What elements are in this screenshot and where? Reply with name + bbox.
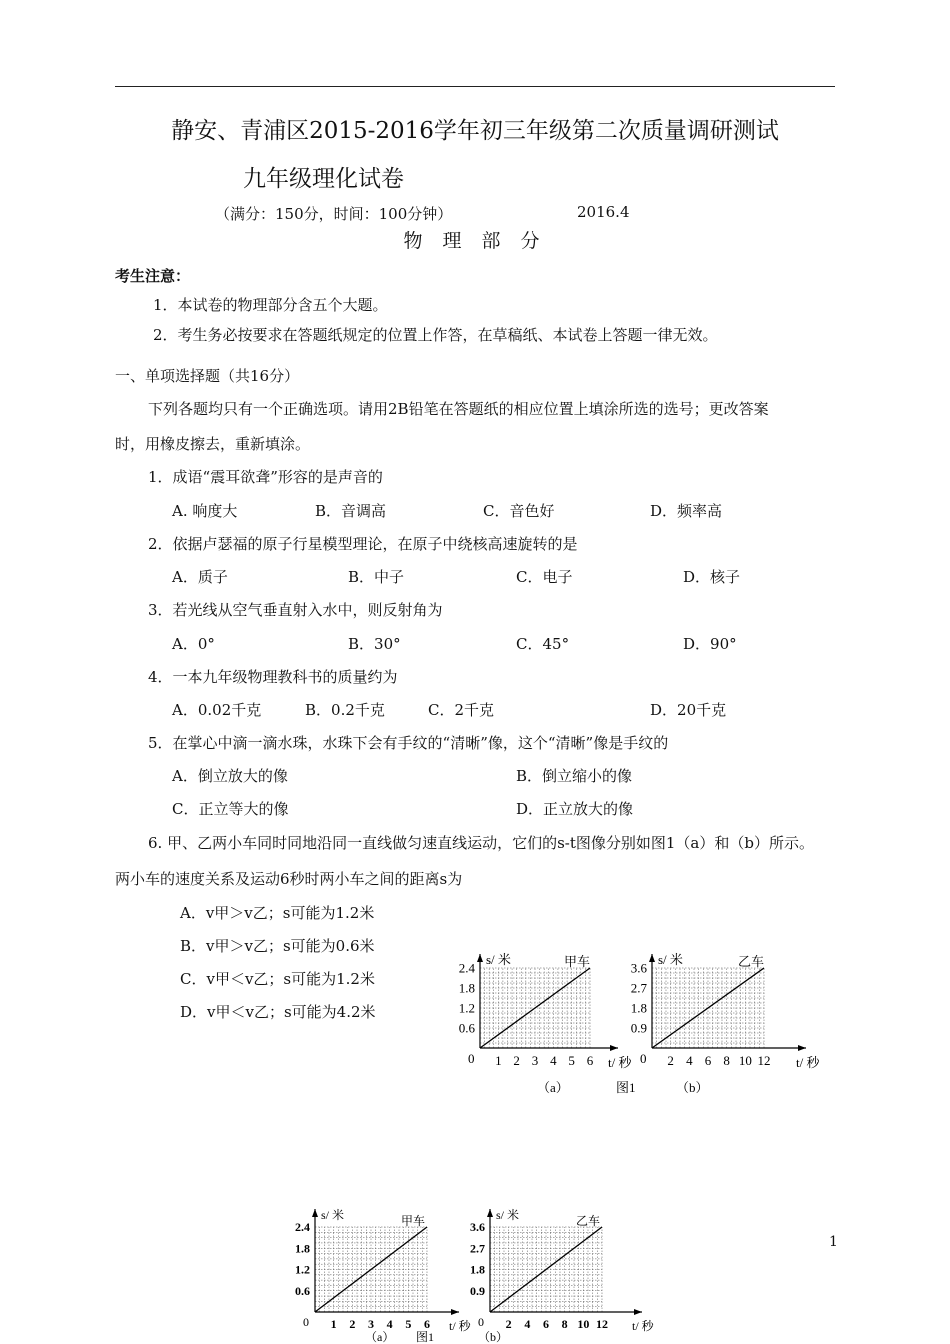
y-tick-label: 2.7 [470, 1241, 485, 1256]
question-stem: 5．在掌心中滴一滴水珠，水珠下会有手纹的“清晰”像，这个“清晰”像是手纹的 [148, 734, 669, 752]
x-axis-arrow [451, 1309, 459, 1315]
figure-1-duplicate [280, 1186, 680, 1344]
series-label: 甲车 [401, 1214, 426, 1228]
y-axis-arrow [487, 1209, 493, 1217]
y-tick-label: 1.8 [470, 1262, 485, 1277]
chart-panel-b [470, 1207, 655, 1333]
question-stem: 3．若光线从空气垂直射入水中，则反射角为 [148, 601, 443, 619]
x-axis-label: t/ 秒 [449, 1319, 471, 1333]
option: D．频率高 [650, 502, 723, 520]
x-tick-label: 10 [577, 1317, 590, 1331]
chart-panel-b [631, 952, 821, 1070]
x-tick-label: 5 [568, 1053, 575, 1068]
exam-date: 2016.4 [577, 203, 630, 221]
exam-title: 静安、青浦区2015-2016学年初三年级第二次质量调研测试 [171, 118, 779, 144]
x-tick-label: 3 [531, 1053, 539, 1068]
x-tick-label: 2 [349, 1317, 356, 1331]
option: D．90° [683, 635, 737, 653]
chart-panel-a [459, 952, 633, 1070]
y-axis-arrow [649, 954, 655, 962]
option: C．2千克 [428, 701, 495, 719]
option: B．倒立缩小的像 [516, 767, 633, 785]
y-tick-label: 2.4 [458, 960, 475, 976]
x-tick-label: 8 [723, 1053, 730, 1068]
series-label: 乙车 [738, 954, 765, 969]
option: A．质子 [172, 568, 228, 586]
y-tick-label: 1.2 [295, 1262, 310, 1277]
figure-caption: 图1 [616, 1080, 636, 1095]
panel-a-label: （a） [365, 1330, 395, 1344]
part1-heading: 一、单项选择题（共16分） [115, 367, 300, 385]
option: B．v甲＞v乙；s可能为0.6米 [180, 937, 375, 955]
page-number: 1 [829, 1234, 838, 1250]
notice-item: 1．本试卷的物理部分含五个大题。 [153, 296, 388, 314]
option: D．20千克 [650, 701, 727, 719]
y-axis-label: s/ 米 [486, 952, 511, 967]
series-label: 乙车 [576, 1214, 601, 1228]
option: D．核子 [683, 568, 741, 586]
x-axis-label: t/ 秒 [608, 1055, 632, 1070]
x-tick-label: 6 [586, 1053, 594, 1068]
option: C．电子 [516, 568, 573, 586]
x-tick-label: 6 [704, 1053, 712, 1068]
y-axis-label: s/ 米 [321, 1208, 345, 1222]
part1-instruction: 时，用橡皮擦去，重新填涂。 [115, 435, 311, 453]
option: A. 响度大 [172, 502, 238, 520]
x-tick-label: 2 [513, 1053, 520, 1068]
y-tick-label: 1.8 [295, 1241, 310, 1256]
panel-b-label: （b） [676, 1080, 709, 1095]
x-tick-label: 6 [543, 1317, 549, 1331]
notice-item: 2．考生务必按要求在答题纸规定的位置上作答，在草稿纸、本试卷上答题一律无效。 [153, 326, 718, 344]
option: D．v甲＜v乙；s可能为4.2米 [180, 1003, 376, 1021]
question-stem: 1．成语“震耳欲聋”形容的是声音的 [148, 468, 383, 486]
panel-b-label: （b） [478, 1330, 509, 1344]
question-stem: 4．一本九年级物理教科书的质量约为 [148, 668, 398, 686]
option: C．v甲＜v乙；s可能为1.2米 [180, 970, 375, 988]
x-tick-label: 12 [757, 1053, 771, 1068]
option: C．音色好 [483, 502, 555, 520]
y-tick-label: 2.4 [295, 1220, 310, 1234]
x-axis-label: t/ 秒 [632, 1319, 654, 1333]
x-tick-label: 2 [667, 1053, 674, 1068]
exam-subtitle: 九年级理化试卷 [243, 166, 404, 192]
x-axis-arrow [634, 1309, 642, 1315]
x-tick-label: 12 [596, 1317, 608, 1331]
y-axis-arrow [312, 1209, 318, 1217]
x-tick-label: 6 [424, 1317, 430, 1331]
x-tick-label: 4 [524, 1317, 531, 1331]
y-tick-label: 1.8 [458, 980, 475, 996]
x-tick-label: 3 [368, 1317, 374, 1331]
x-tick-label: 4 [686, 1053, 693, 1068]
question-stem: 两小车的速度关系及运动6秒时两小车之间的距离s为 [115, 870, 463, 888]
part1-instruction: 下列各题均只有一个正确选项。请用2B铅笔在答题纸的相应位置上填涂所选的选号；更改答案 [148, 400, 769, 418]
y-tick-label: 1.2 [458, 1000, 475, 1016]
origin-label: 0 [303, 1315, 309, 1329]
option: A．0° [172, 635, 215, 653]
option: B．音调高 [315, 502, 387, 520]
chart-panel-a [295, 1207, 472, 1333]
option: B．中子 [348, 568, 405, 586]
origin-label: 0 [640, 1051, 647, 1066]
question-stem: 2．依据卢瑟福的原子行星模型理论，在原子中绕核高速旋转的是 [148, 535, 578, 553]
x-tick-label: 5 [405, 1317, 412, 1331]
x-tick-label: 8 [561, 1317, 568, 1331]
notice-heading: 考生注意： [115, 267, 191, 285]
option: C．正立等大的像 [172, 800, 289, 818]
y-axis-label: s/ 米 [496, 1208, 520, 1222]
origin-label: 0 [468, 1051, 475, 1066]
figure-caption: 图1 [416, 1330, 435, 1344]
origin-label: 0 [478, 1315, 484, 1329]
x-tick-label: 4 [550, 1053, 557, 1068]
y-tick-label: 0.6 [295, 1283, 310, 1298]
y-tick-label: 0.6 [458, 1020, 475, 1036]
header-rule [115, 86, 835, 87]
exam-meta: （满分：150分，时间：100分钟） [215, 205, 453, 223]
option: A．0.02千克 [172, 701, 262, 719]
option: C．45° [516, 635, 570, 653]
x-tick-label: 1 [330, 1317, 337, 1331]
x-tick-label: 2 [505, 1317, 512, 1331]
y-tick-label: 0.9 [470, 1283, 485, 1298]
option: A．v甲＞v乙；s可能为1.2米 [180, 904, 375, 922]
x-axis-arrow [610, 1045, 618, 1051]
section-title: 物 理 部 分 [403, 230, 547, 252]
figure-1 [440, 920, 840, 1100]
x-tick-label: 10 [738, 1053, 752, 1068]
option: A．倒立放大的像 [172, 767, 288, 785]
y-tick-label: 0.9 [630, 1020, 647, 1036]
y-tick-label: 3.6 [470, 1220, 485, 1234]
option: B．30° [348, 635, 401, 653]
y-axis-label: s/ 米 [658, 952, 683, 967]
option: D．正立放大的像 [516, 800, 634, 818]
series-label: 甲车 [564, 954, 591, 969]
option: B．0.2千克 [305, 701, 385, 719]
y-tick-label: 2.7 [630, 980, 647, 996]
question-stem: 6. 甲、乙两小车同时同地沿同一直线做匀速直线运动，它们的s-t图像分别如图1（a）和（b）所示。 [148, 834, 814, 852]
x-axis-label: t/ 秒 [796, 1055, 820, 1070]
x-tick-label: 1 [495, 1053, 502, 1068]
y-axis-arrow [477, 954, 483, 962]
panel-a-label: （a） [537, 1080, 569, 1095]
x-axis-arrow [798, 1045, 806, 1051]
x-tick-label: 4 [386, 1317, 393, 1331]
y-tick-label: 3.6 [630, 960, 647, 976]
y-tick-label: 1.8 [630, 1000, 647, 1016]
